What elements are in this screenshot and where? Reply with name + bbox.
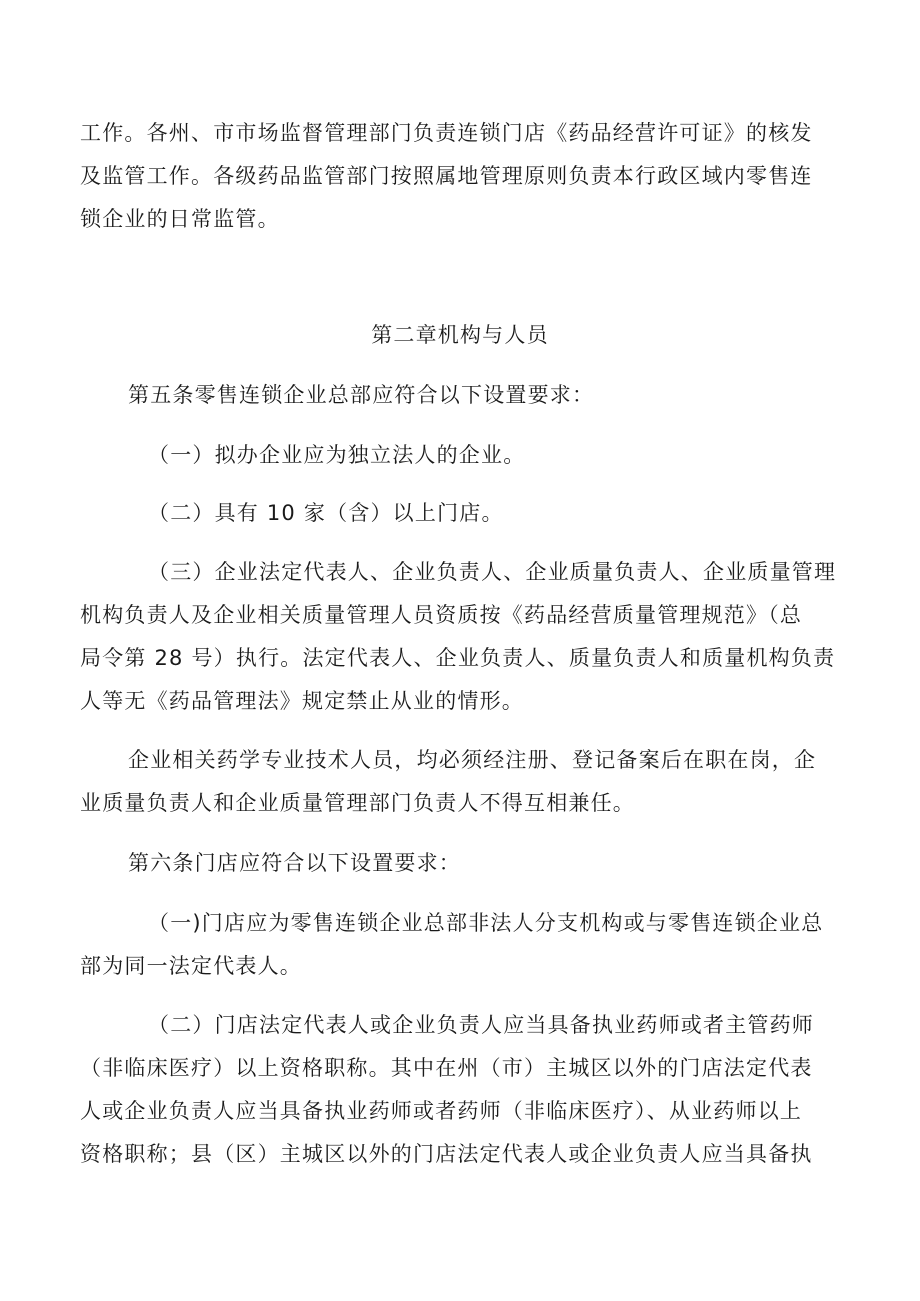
paragraph-line: 局令第 28 号）执行。法定代表人、企业负责人、质量负责人和质量机构负责	[80, 646, 836, 670]
list-item: （一)门店应为零售连锁企业总部非法人分支机构或与零售连锁企业总	[148, 911, 824, 935]
paragraph-line: 及监管工作。各级药品监管部门按照属地管理原则负责本行政区域内零售连	[80, 164, 813, 188]
paragraph-line: 业质量负责人和企业质量管理部门负责人不得互相兼任。	[80, 791, 635, 815]
list-item: （二）门店法定代表人或企业负责人应当具备执业药师或者主管药师	[148, 1013, 814, 1037]
paragraph-line: 锁企业的日常监管。	[80, 207, 280, 231]
article-heading: 第六条门店应符合以下设置要求：	[128, 851, 461, 875]
paragraph-line: 人等无《药品管理法》规定禁止从业的情形。	[80, 689, 524, 713]
paragraph-line: 企业相关药学专业技术人员，均必须经注册、登记备案后在职在岗，企	[128, 748, 817, 772]
chapter-heading: 第二章机构与人员	[371, 323, 549, 347]
paragraph-line: 机构负责人及企业相关质量管理人员资质按《药品经营质量管理规范》（总	[80, 603, 803, 627]
paragraph-line: 资格职称；县（区）主城区以外的门店法定代表人或企业负责人应当具备执	[80, 1142, 813, 1166]
paragraph-line: 人或企业负责人应当具备执业药师或者药师（非临床医疗）、从业药师以上	[80, 1099, 803, 1123]
list-item: （一）拟办企业应为独立法人的企业。	[148, 443, 526, 467]
article-heading: 第五条零售连锁企业总部应符合以下设置要求：	[128, 383, 595, 407]
paragraph-line: 部为同一法定代表人。	[80, 954, 302, 978]
list-item: （二）具有 10 家（含）以上门店。	[148, 501, 504, 525]
paragraph-line: 工作。各州、市市场监督管理部门负责连锁门店《药品经营许可证》的核发	[80, 121, 813, 145]
list-item: （三）企业法定代表人、企业负责人、企业质量负责人、企业质量管理	[148, 560, 837, 584]
paragraph-line: （非临床医疗）以上资格职称。其中在州（市）主城区以外的门店法定代表	[80, 1056, 813, 1080]
